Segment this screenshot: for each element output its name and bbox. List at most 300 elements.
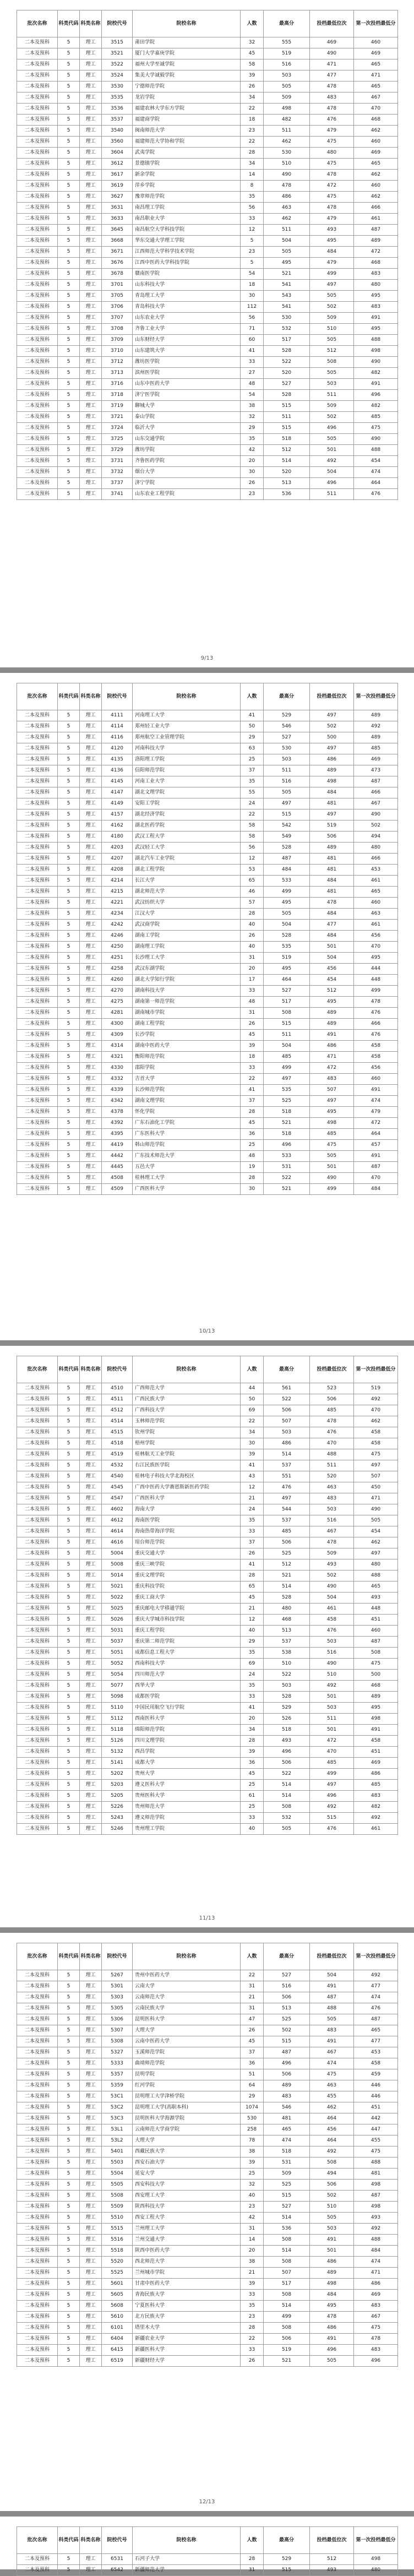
table-cell: 492	[354, 721, 398, 732]
table-cell: 3713	[102, 368, 133, 379]
table-row	[17, 832, 398, 843]
column-header: 院校代号	[102, 1943, 133, 1970]
table-cell: 理工	[80, 170, 102, 181]
table-cell: 471	[354, 2268, 398, 2279]
table-cell: 21	[241, 2268, 264, 2279]
table-cell: 理工	[80, 236, 102, 247]
table-cell: 昆明医科大学	[133, 2014, 241, 2025]
table-cell: 3671	[102, 247, 133, 258]
table-cell: 理工	[80, 2058, 102, 2069]
table-row	[17, 302, 398, 313]
table-row	[17, 931, 398, 942]
table-cell: 云南大学	[133, 1981, 241, 1992]
column-header: 科类名称	[80, 2527, 102, 2554]
table-cell: 483	[354, 2345, 398, 2356]
column-header: 批次名称	[17, 2527, 58, 2554]
table-row	[17, 1970, 398, 1981]
table-cell: 3521	[102, 48, 133, 59]
table-cell: 498	[264, 104, 310, 115]
table-cell: 5	[58, 1515, 80, 1526]
table-cell: 513	[264, 1626, 310, 1637]
table-cell: 5	[58, 214, 80, 225]
table-cell: 湖北工程学院	[133, 865, 241, 876]
table-cell: 二本及预科	[17, 2213, 58, 2224]
table-row	[17, 81, 398, 93]
table-cell: 海南大学	[133, 1504, 241, 1515]
table-cell: 463	[264, 203, 310, 214]
table-cell: 455	[310, 2091, 354, 2102]
table-cell: 5	[58, 1981, 80, 1992]
table-cell: 495	[310, 997, 354, 1008]
table-cell: 二本及预科	[17, 1438, 58, 1449]
table-cell: 482	[264, 115, 310, 126]
table-cell: 469	[354, 2290, 398, 2301]
table-cell: 5	[58, 942, 80, 953]
table-cell: 理工	[80, 2356, 102, 2367]
table-cell: 508	[264, 2257, 310, 2268]
table-row	[17, 1582, 398, 1593]
table-cell: 5305	[102, 2003, 133, 2014]
table-cell: 20	[241, 1714, 264, 1725]
table-row	[17, 247, 398, 258]
table-row	[17, 2025, 398, 2036]
table-cell: 26	[241, 478, 264, 489]
table-cell: 497	[354, 1460, 398, 1471]
table-cell: 理工	[80, 2025, 102, 2036]
table-cell: 贵州理工学院	[133, 1824, 241, 1835]
table-cell: 485	[264, 1526, 310, 1537]
table-cell: 543	[264, 291, 310, 302]
table-cell: 理工	[80, 1383, 102, 1394]
table-cell: 5112	[102, 1714, 133, 1725]
table-cell: 青海民族大学	[133, 2290, 241, 2301]
table-cell: 482	[354, 1802, 398, 1813]
table-cell: 511	[310, 489, 354, 500]
table-cell: 5	[58, 313, 80, 324]
table-cell: 理工	[80, 1041, 102, 1052]
table-cell: 福建师范大学协和学院	[133, 137, 241, 148]
table-cell: 3731	[102, 456, 133, 467]
table-row	[17, 126, 398, 137]
table-cell: 515	[264, 423, 310, 434]
table-row	[17, 1460, 398, 1471]
table-cell: 理工	[80, 2554, 102, 2565]
table-row	[17, 2235, 398, 2246]
column-header: 科类名称	[80, 683, 102, 710]
table-cell: 487	[354, 1162, 398, 1173]
table-cell: 二本及预科	[17, 181, 58, 192]
table-row	[17, 2312, 398, 2323]
table-cell: 4234	[102, 909, 133, 920]
table-cell: 505	[264, 247, 310, 258]
table-cell: 28	[241, 909, 264, 920]
table-cell: 546	[264, 2102, 310, 2113]
table-cell: 36	[241, 1129, 264, 1140]
table-cell: 理工	[80, 2312, 102, 2323]
table-cell: 481	[310, 865, 354, 876]
table-cell: 5	[58, 1107, 80, 1118]
table-cell: 理工	[80, 59, 102, 70]
table-cell: 29	[241, 423, 264, 434]
table-cell: 5	[58, 865, 80, 876]
table-cell: 38	[241, 2146, 264, 2157]
column-header: 最高分	[264, 683, 310, 710]
table-cell: 464	[310, 2135, 354, 2146]
table-cell: 4519	[102, 1449, 133, 1460]
table-cell: 28	[241, 1173, 264, 1184]
table-cell: 491	[354, 1085, 398, 1096]
table-cell: 5	[58, 2069, 80, 2080]
table-cell: 理工	[80, 357, 102, 368]
table-cell: 理工	[80, 798, 102, 809]
table-cell: 53L1	[102, 2124, 133, 2135]
table-cell: 3707	[102, 313, 133, 324]
table-cell: 5601	[102, 2279, 133, 2290]
table-cell: 477	[354, 2036, 398, 2047]
table-cell: 471	[354, 1493, 398, 1504]
table-cell: 5	[58, 2301, 80, 2312]
table-cell: 23	[241, 489, 264, 500]
table-cell: 533	[264, 876, 310, 887]
table-cell: 武汉东湖学院	[133, 964, 241, 975]
table-cell: 聊城大学	[133, 401, 241, 412]
table-cell: 500	[354, 1670, 398, 1681]
table-cell: 5	[58, 843, 80, 854]
table-cell: 湖南工程学院	[133, 1019, 241, 1030]
table-cell: 西昌学院	[133, 1747, 241, 1758]
table-cell: 523	[310, 1383, 354, 1394]
table-cell: 3645	[102, 225, 133, 236]
table-cell: 3627	[102, 192, 133, 203]
table-cell: 理工	[80, 192, 102, 203]
table-row	[17, 2180, 398, 2191]
table-cell: 38	[241, 401, 264, 412]
table-cell: 5118	[102, 1725, 133, 1736]
table-cell: 理工	[80, 2157, 102, 2169]
table-row	[17, 1570, 398, 1582]
table-cell: 5	[58, 324, 80, 335]
table-cell: 二本及预科	[17, 1173, 58, 1184]
table-cell: 二本及预科	[17, 1074, 58, 1085]
column-header: 第一次投档最低分	[354, 1356, 398, 1383]
table-row	[17, 1151, 398, 1162]
table-row	[17, 887, 398, 898]
table-cell: 理工	[80, 148, 102, 159]
table-cell: 5	[58, 953, 80, 964]
table-cell: 二本及预科	[17, 390, 58, 401]
table-cell: 5508	[102, 2191, 133, 2202]
table-cell: 497	[264, 798, 310, 809]
table-cell: 60	[241, 335, 264, 346]
table-cell: 理工	[80, 1008, 102, 1019]
table-cell: 昆明医科大学海源学院	[133, 2113, 241, 2124]
table-row	[17, 1813, 398, 1824]
table-cell: 遵义医科大学	[133, 1780, 241, 1791]
table-cell: 滨州医学院	[133, 368, 241, 379]
column-header: 科类代码	[58, 10, 80, 37]
table-cell: 4511	[102, 1394, 133, 1405]
table-cell: 493	[310, 1559, 354, 1570]
table-cell: 湖北医药学院	[133, 820, 241, 832]
table-cell: 46	[241, 887, 264, 898]
table-cell: 理工	[80, 2224, 102, 2235]
table-row	[17, 1129, 398, 1140]
table-cell: 503	[264, 1681, 310, 1692]
table-cell: 485	[354, 412, 398, 423]
table-cell: 459	[354, 2069, 398, 2080]
table-cell: 二本及预科	[17, 953, 58, 964]
table-cell: 501	[310, 2246, 354, 2257]
table-cell: 理工	[80, 467, 102, 478]
table-cell: 4309	[102, 1030, 133, 1041]
table-cell: 二本及预科	[17, 192, 58, 203]
table-cell: 理工	[80, 1791, 102, 1802]
table-cell: 490	[310, 1659, 354, 1670]
table-cell: 478	[310, 203, 354, 214]
table-cell: 5	[58, 743, 80, 754]
table-cell: 6415	[102, 2345, 133, 2356]
table-cell: 510	[310, 324, 354, 335]
table-cell: 二本及预科	[17, 2246, 58, 2257]
table-row	[17, 368, 398, 379]
table-cell: 460	[354, 1626, 398, 1637]
table-cell: 486	[310, 1041, 354, 1052]
table-cell: 498	[354, 2554, 398, 2565]
table-cell: 齐鲁工业大学	[133, 324, 241, 335]
table-cell: 53L2	[102, 2135, 133, 2146]
table-cell: 511	[264, 225, 310, 236]
table-row	[17, 159, 398, 170]
table-cell: 4602	[102, 1504, 133, 1515]
table-row	[17, 1493, 398, 1504]
table-row	[17, 2246, 398, 2257]
table-cell: 32	[241, 37, 264, 48]
table-cell: 理工	[80, 1085, 102, 1096]
table-cell: 北方民族大学	[133, 2312, 241, 2323]
table-cell: 山东科技大学	[133, 280, 241, 291]
table-cell: 广东技术师范大学	[133, 1151, 241, 1162]
table-cell: 475	[310, 192, 354, 203]
table-cell: 武夷学院	[133, 148, 241, 159]
table-cell: 5026	[102, 1615, 133, 1626]
table-row	[17, 2135, 398, 2146]
table-cell: 二本及预科	[17, 2224, 58, 2235]
table-cell: 517	[264, 335, 310, 346]
table-cell: 28	[241, 2323, 264, 2334]
table-cell: 怀化学院	[133, 1107, 241, 1118]
table-cell: 508	[264, 2323, 310, 2334]
table-cell: 3524	[102, 70, 133, 81]
table-cell: 502	[310, 302, 354, 313]
table-cell: 理工	[80, 302, 102, 313]
table-cell: 481	[310, 887, 354, 898]
table-cell: 34	[241, 159, 264, 170]
table-cell: 453	[354, 865, 398, 876]
table-cell: 重庆大学城市科技学院	[133, 1615, 241, 1626]
table-cell: 二本及预科	[17, 104, 58, 115]
table-cell: 475	[354, 2146, 398, 2157]
table-cell: 重庆工程学院	[133, 1626, 241, 1637]
table-cell: 5	[58, 710, 80, 721]
table-cell: 462	[354, 192, 398, 203]
table-cell: 492	[310, 1802, 354, 1813]
table-cell: 二本及预科	[17, 423, 58, 434]
table-cell: 480	[354, 843, 398, 854]
table-cell: 理工	[80, 997, 102, 1008]
table-cell: 5308	[102, 2036, 133, 2047]
table-cell: 485	[354, 1780, 398, 1791]
table-cell: 二本及预科	[17, 1041, 58, 1052]
column-header: 院校代号	[102, 10, 133, 37]
table-cell: 二本及预科	[17, 346, 58, 357]
table-cell: 5267	[102, 1970, 133, 1981]
table-cell: 二本及预科	[17, 1140, 58, 1151]
table-cell: 二本及预科	[17, 1063, 58, 1074]
table-cell: 498	[354, 2180, 398, 2191]
table-cell: 5	[58, 1637, 80, 1648]
table-cell: 54	[241, 269, 264, 280]
table-cell: 理工	[80, 1471, 102, 1482]
table-cell: 五邑大学	[133, 1162, 241, 1173]
table-cell: 二本及预科	[17, 776, 58, 787]
table-cell: 483	[310, 2025, 354, 2036]
table-cell: 理工	[80, 203, 102, 214]
table-cell: 5	[58, 1593, 80, 1604]
table-cell: 486	[310, 2323, 354, 2334]
table-cell: 4258	[102, 964, 133, 975]
table-cell: 理工	[80, 1637, 102, 1648]
table-cell: 山东中医药大学	[133, 379, 241, 390]
table-cell: 二本及预科	[17, 931, 58, 942]
table-cell: 6404	[102, 2334, 133, 2345]
table-cell: 471	[354, 70, 398, 81]
table-cell: 广西民族大学	[133, 1394, 241, 1405]
column-header: 科类名称	[80, 1943, 102, 1970]
table-cell: 5	[58, 225, 80, 236]
table-cell: 5	[58, 1659, 80, 1670]
table-cell: 塔里木大学	[133, 2323, 241, 2334]
table-row	[17, 1802, 398, 1813]
table-cell: 5	[58, 390, 80, 401]
table-cell: 45	[241, 2036, 264, 2047]
table-cell: 5	[58, 192, 80, 203]
table-row	[17, 236, 398, 247]
table-cell: 486	[264, 192, 310, 203]
page-number: 12/13	[199, 2499, 215, 2505]
table-cell: 4378	[102, 1107, 133, 1118]
table-cell: 544	[264, 1504, 310, 1515]
table-cell: 5	[58, 269, 80, 280]
table-cell: 61	[241, 1791, 264, 1802]
table-cell: 258	[241, 2124, 264, 2135]
column-header: 科类代码	[58, 683, 80, 710]
table-cell: 3540	[102, 126, 133, 137]
table-cell: 二本及预科	[17, 721, 58, 732]
table-cell: 478	[310, 104, 354, 115]
table-cell: 重庆第二师范学院	[133, 1637, 241, 1648]
table-cell: 5	[58, 721, 80, 732]
table-row	[17, 1438, 398, 1449]
table-cell: 41	[241, 1460, 264, 1471]
table-cell: 理工	[80, 2290, 102, 2301]
table-cell: 理工	[80, 2301, 102, 2312]
table-cell: 3709	[102, 335, 133, 346]
table-cell: 云南民族大学	[133, 2003, 241, 2014]
table-row	[17, 997, 398, 1008]
table-cell: 二本及预科	[17, 1504, 58, 1515]
table-cell: 二本及预科	[17, 820, 58, 832]
table-cell: 497	[310, 1780, 354, 1791]
table-cell: 5518	[102, 2246, 133, 2257]
table-cell: 502	[310, 412, 354, 423]
table-row	[17, 478, 398, 489]
table-cell: 494	[310, 2169, 354, 2180]
table-cell: 理工	[80, 1394, 102, 1405]
table-cell: 5	[58, 1019, 80, 1030]
table-cell: 广西师范大学	[133, 1383, 241, 1394]
table-cell: 4162	[102, 820, 133, 832]
column-header: 最高分	[264, 1356, 310, 1383]
table-row	[17, 1074, 398, 1085]
table-cell: 469	[354, 148, 398, 159]
table-cell: 41	[241, 710, 264, 721]
table-row	[17, 920, 398, 931]
table-cell: 5141	[102, 1758, 133, 1769]
table-cell: 5	[58, 1118, 80, 1129]
table-cell: 5	[58, 1052, 80, 1063]
table-row	[17, 776, 398, 787]
table-cell: 496	[354, 2356, 398, 2367]
table-cell: 集美大学诚毅学院	[133, 70, 241, 81]
table-cell: 4442	[102, 1151, 133, 1162]
table-cell: 5	[58, 236, 80, 247]
table-cell: 4545	[102, 1482, 133, 1493]
table-cell: 理工	[80, 489, 102, 500]
table-cell: 5605	[102, 2290, 133, 2301]
table-row	[17, 1736, 398, 1747]
table-cell: 二本及预科	[17, 832, 58, 843]
table-cell: 505	[310, 335, 354, 346]
table-cell: 云南中医药大学	[133, 2036, 241, 2047]
table-cell: 南昌职业大学	[133, 214, 241, 225]
table-cell: 510	[264, 1659, 310, 1670]
table-cell: 3536	[102, 104, 133, 115]
table-cell: 31	[241, 2003, 264, 2014]
table-cell: 5	[58, 1537, 80, 1548]
table-cell: 理工	[80, 2246, 102, 2257]
table-cell: 41	[241, 1559, 264, 1570]
table-cell: 二本及预科	[17, 1659, 58, 1670]
table-cell: 517	[264, 2279, 310, 2290]
table-cell: 成都大学	[133, 1758, 241, 1769]
table-row	[17, 1118, 398, 1129]
table-cell: 二本及预科	[17, 1493, 58, 1504]
table-cell: 497	[310, 1096, 354, 1107]
table-row	[17, 357, 398, 368]
table-row	[17, 1670, 398, 1681]
table-cell: 二本及预科	[17, 865, 58, 876]
table-cell: 501	[310, 1692, 354, 1703]
table-cell: 5	[58, 1725, 80, 1736]
table-cell: 489	[354, 710, 398, 721]
table-cell: 理工	[80, 2080, 102, 2091]
table-cell: 489	[310, 1019, 354, 1030]
table-cell: 25	[241, 1780, 264, 1791]
table-cell: 21	[241, 1493, 264, 1504]
table-cell: 理工	[80, 1981, 102, 1992]
table-cell: 506	[264, 1537, 310, 1548]
table-cell: 530	[264, 148, 310, 159]
